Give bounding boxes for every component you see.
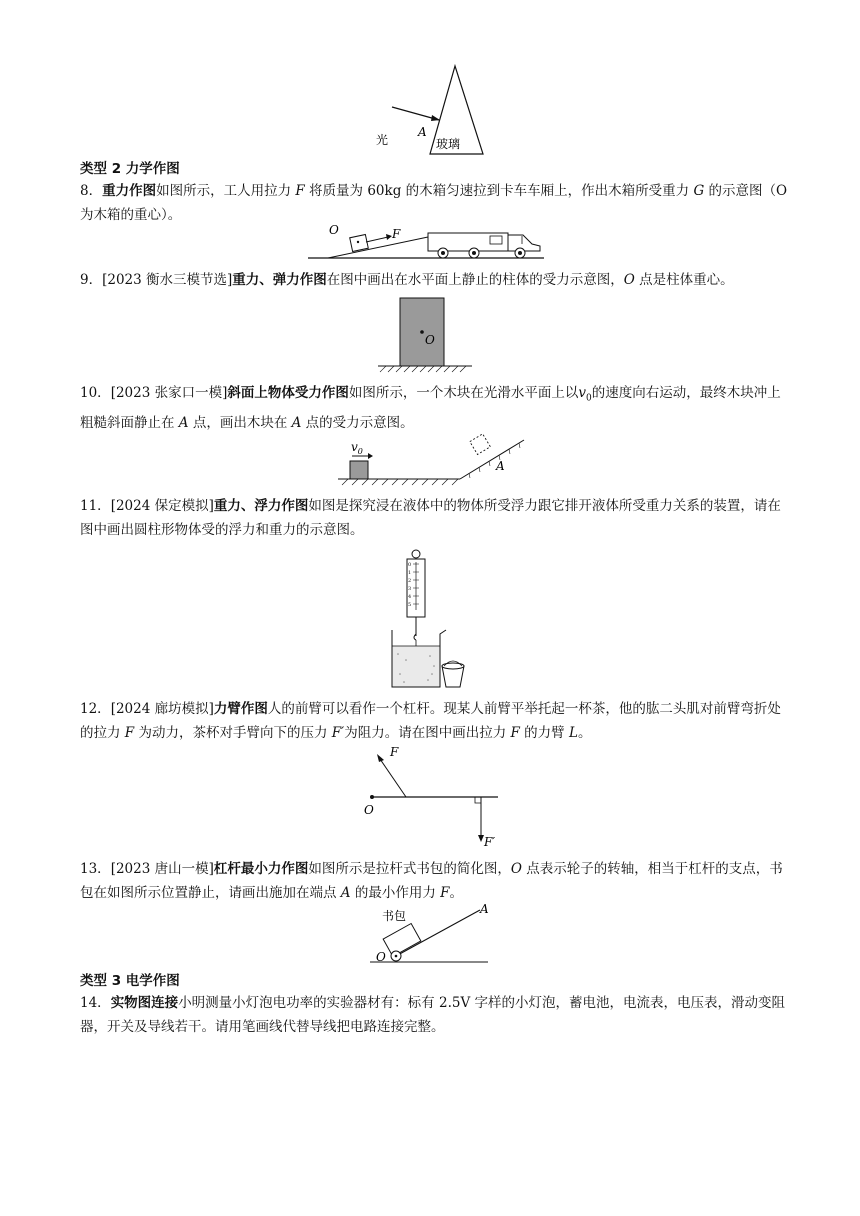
q12-number: 12．	[80, 701, 111, 717]
bag-label: 书包	[382, 909, 407, 923]
q12-var-f-prime: F′	[331, 725, 345, 741]
q9-number: 9．	[80, 272, 103, 288]
v-subscript: 0	[357, 447, 363, 456]
q10-var-v-sub: 0	[586, 393, 592, 404]
q14-number: 14．	[80, 995, 111, 1011]
question-8	[80, 179, 792, 227]
q11-source: [2024 保定模拟]	[110, 498, 214, 514]
question-11	[80, 494, 792, 542]
light-label: 光	[376, 133, 389, 147]
scale-mark-5: 5	[408, 602, 412, 608]
f-label: F	[390, 745, 399, 759]
o-label: O	[364, 803, 374, 817]
q13-var-a: A	[340, 885, 351, 901]
q11-number: 11．	[80, 498, 111, 514]
figure-light-glass-prism	[370, 62, 500, 158]
q9-text: 在图中画出在水平面上静止的柱体的受力示意图，	[326, 272, 624, 288]
point-a-label: A	[418, 125, 427, 139]
q12-text: 。	[577, 725, 592, 741]
v0-label	[351, 440, 363, 456]
q8-number: 8．	[80, 183, 103, 199]
q10-text: 如图所示，一个木块在光滑水平面上以	[348, 385, 579, 401]
o-label: O	[329, 223, 339, 237]
a-label: A	[480, 902, 489, 916]
q10-text: 点的受力示意图。	[301, 414, 414, 431]
q10-number: 10．	[80, 385, 111, 401]
q8-var-f: F	[295, 183, 305, 199]
question-12	[80, 697, 792, 745]
q12-var-f: F	[124, 725, 135, 741]
q12-var-l: L	[568, 725, 578, 741]
o-label: O	[376, 950, 386, 964]
o-label: O	[425, 333, 435, 347]
q13-source: [2023 唐山一模]	[110, 861, 214, 877]
q11-text: 如图是探究浸在液体中的物体所受浮力跟它排开液体所受重力关系的装置，请在图中画出圆柱形物体受的浮力和重力的示意图。	[80, 498, 781, 538]
q10-var-v: v	[578, 385, 587, 401]
f-label: F	[392, 227, 401, 241]
question-13	[80, 857, 792, 905]
q11-tag: 重力、浮力作图	[213, 498, 309, 514]
figure-trolley-schoolbag	[370, 900, 490, 966]
f-prime-label: F′	[484, 835, 496, 849]
q13-text: 。	[449, 885, 464, 901]
q12-source: [2024 廊坊模拟]	[110, 701, 214, 717]
figure-column-on-ground	[378, 296, 472, 374]
q12-text: 为动力，茶杯对手臂向下的压力	[134, 725, 332, 741]
q9-text: 点是柱体重心。	[634, 272, 734, 288]
q9-tag: 重力、弹力作图	[232, 272, 327, 288]
question-10	[80, 381, 792, 435]
q12-tag: 力臂作图	[213, 701, 268, 717]
q8-text: 将质量为 60kg 的木箱匀速拉到卡车车厢上，作出木箱所受重力	[304, 183, 694, 199]
q14-text: 小明测量小灯泡电功率的实验器材有：标有 2.5V 字样的小灯泡，蓄电池，电流表，电压表，滑动变阻器，开关及导线若干。请用笔画线代替导线把电路连接完整。	[80, 995, 785, 1035]
scale-mark-0: 0	[408, 562, 412, 568]
q12-text: 为阻力。请在图中画出拉力	[344, 725, 511, 741]
q12-text: 的力臂	[519, 725, 569, 741]
q10-text: 点，画出木块在	[188, 414, 292, 431]
q10-var-a: A	[178, 414, 189, 431]
section-title-electricity: 类型 3 电学作图	[80, 973, 180, 989]
q12-var-f: F	[510, 725, 520, 741]
figure-spring-scale-overflow-cup	[386, 548, 470, 690]
q13-tag: 杠杆最小力作图	[213, 861, 309, 877]
figure-forearm-lever	[358, 742, 503, 850]
q8-tag: 重力作图	[102, 183, 157, 199]
q10-var-a: A	[291, 414, 302, 431]
q8-var-g: G	[693, 183, 705, 199]
q8-text: 如图所示，工人用拉力	[156, 183, 296, 199]
scale-mark-2: 2	[408, 578, 412, 584]
q13-text: 的最小作用力	[350, 885, 441, 901]
v-letter: v	[351, 440, 358, 454]
figure-block-incline	[338, 430, 528, 488]
q8-text: 的示意图（O 为木箱的重心）。	[80, 183, 788, 223]
q12-text: 人的前臂可以看作一个杠杆。现某人前臂平举托起一杯茶，他的肱二头肌对前臂弯折处的拉力	[80, 701, 781, 741]
q13-var-o: O	[510, 861, 522, 877]
q10-tag: 斜面上物体受力作图	[227, 385, 349, 401]
glass-label: 玻璃	[436, 137, 461, 151]
q13-text: 点表示轮子的转轴，相当于杠杆的支点，书包在如图所示位置静止，请画出施加在端点	[80, 861, 783, 901]
q10-text: 的速度向右运动，最终木块冲上粗糙斜面静止在	[80, 385, 781, 431]
question-14	[80, 991, 792, 1039]
scale-mark-3: 3	[408, 586, 412, 592]
q13-number: 13．	[80, 861, 111, 877]
q14-tag: 实物图连接	[110, 995, 179, 1011]
figure-truck-box-ramp	[308, 222, 544, 262]
q9-source: [2023 衡水三模节选]	[102, 272, 233, 288]
q13-var-f: F	[440, 885, 450, 901]
section-title-mechanics: 类型 2 力学作图	[80, 161, 180, 177]
a-label: A	[496, 459, 505, 473]
q13-text: 如图所示是拉杆式书包的简化图，	[308, 861, 511, 877]
q10-source: [2023 张家口一模]	[110, 385, 228, 401]
scale-mark-1: 1	[408, 570, 412, 576]
scale-mark-4: 4	[408, 594, 412, 600]
question-9	[80, 268, 800, 292]
q9-var-o: O	[623, 272, 635, 288]
